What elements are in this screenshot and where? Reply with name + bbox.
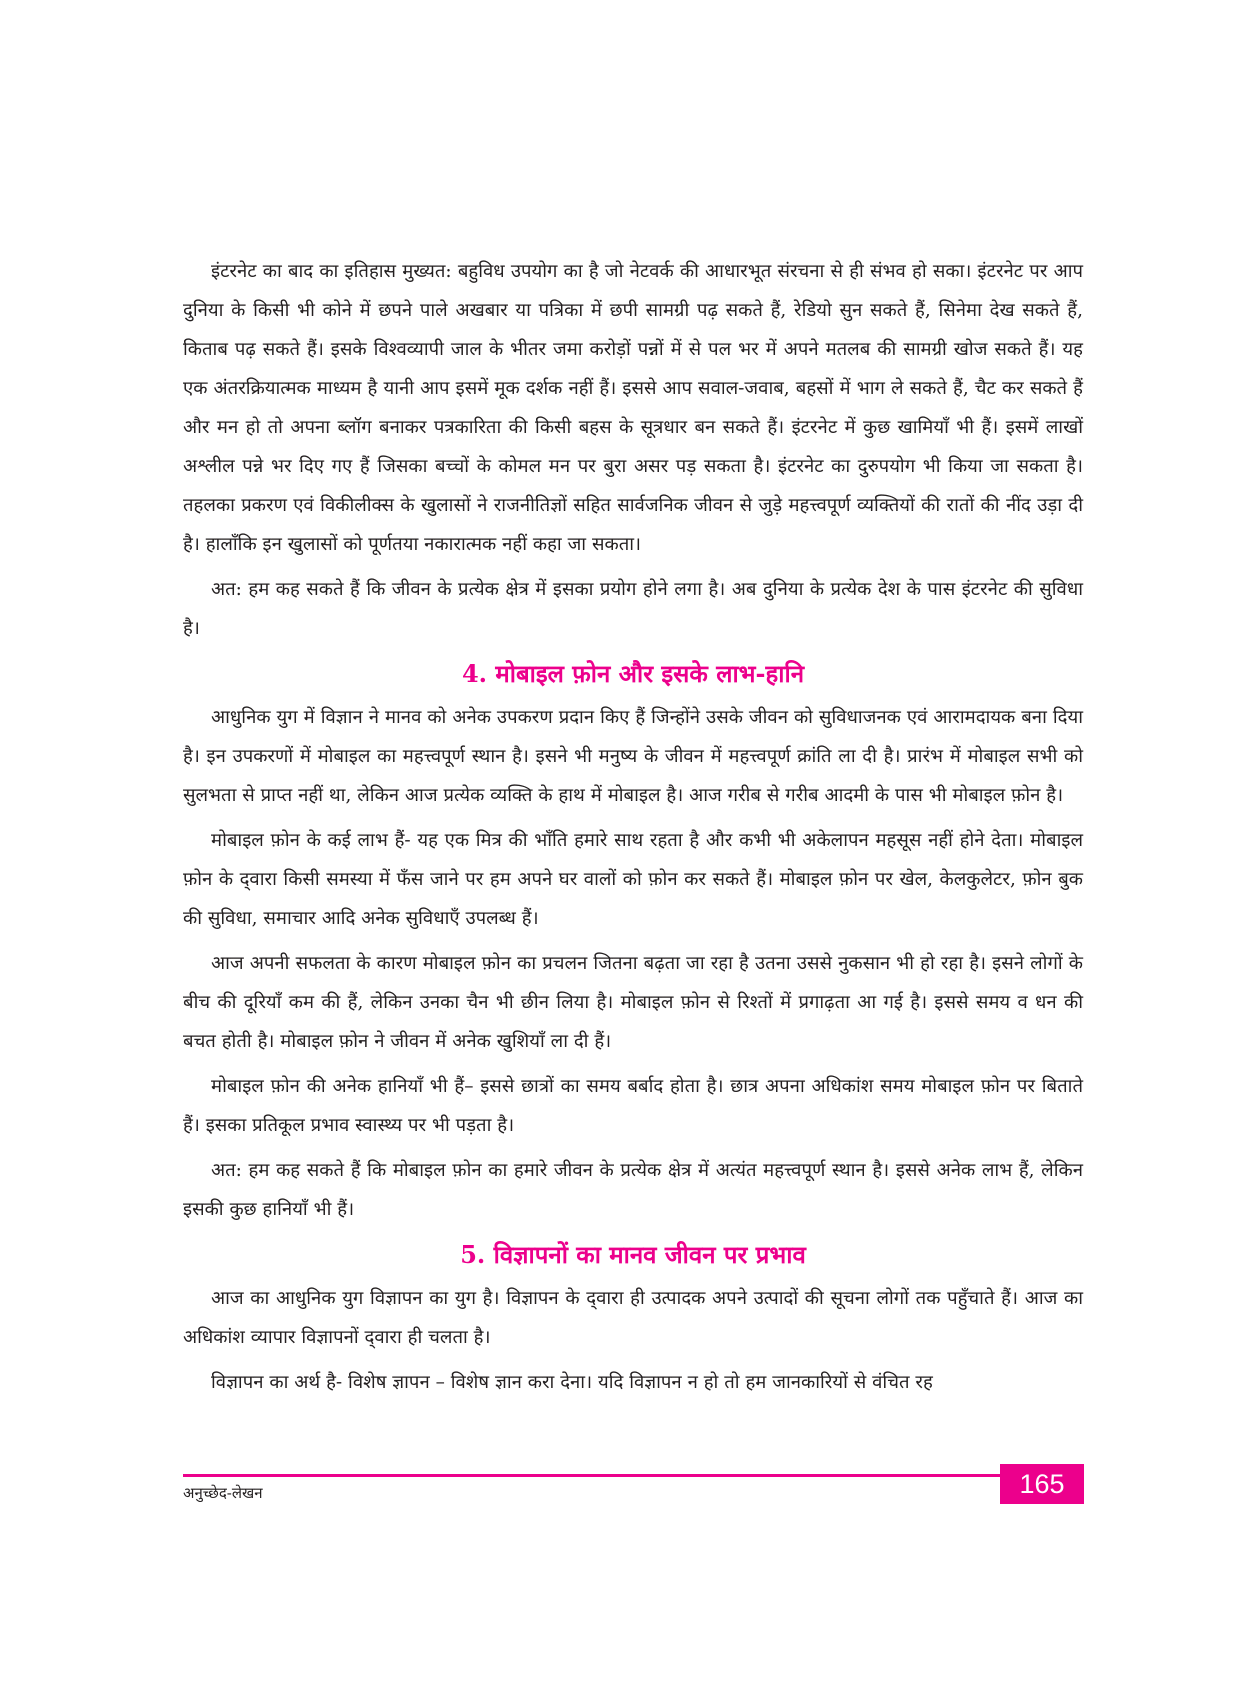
footer-chapter-label: अनुच्छेद-लेखन xyxy=(183,1484,263,1502)
paragraph-ads-meaning: विज्ञापन का अर्थ है- विशेष ज्ञापन – विशेष ज्ञान करा देना। यदि विज्ञापन न हो तो हम जानकारियों से वंचित रह xyxy=(211,1372,933,1393)
paragraph-internet-conclusion: अत: हम कह सकते हैं कि जीवन के प्रत्येक क्षेत्र में इसका प्रयोग होने लगा है। अब दुनिया के प्रत्येक देश के पास इंटरनेट की सुविधा है। xyxy=(183,579,1083,639)
paragraph-ads-intro: आज का आधुनिक युग विज्ञापन का युग है। विज्ञापन के द्‌वारा ही उत्पादक अपने उत्पादों की सूचना लोगों तक पहुँचाते हैं। आज का अधिकांश व्यापार विज्ञापनों द्‌वारा ही चलता है। xyxy=(183,1288,1083,1348)
paragraph-mobile-popularity: आज अपनी सफलता के कारण मोबाइल फ़ोन का प्रचलन जितना बढ़ता जा रहा है उतना उससे नुकसान भी हो रहा है। इसने लोगों के बीच की दूरियाँ कम की हैं, लेकिन उनका चैन भी छीन लिया है। मोबाइल फ़ोन से रिश्तों में प्रगाढ़ता आ गई है। इससे समय व धन की बचत होती है। मोबाइल फ़ोन ने जीवन में अनेक खुशियाँ ला दी हैं। xyxy=(183,953,1083,1052)
paragraph-mobile-harms: मोबाइल फ़ोन की अनेक हानियाँ भी हैं– इससे छात्रों का समय बर्बाद होता है। छात्र अपना अधिकांश समय मोबाइल फ़ोन पर बिताते हैं। इसका प्रतिकूल प्रभाव स्वास्थ्य पर भी पड़ता है। xyxy=(183,1076,1083,1136)
paragraph-mobile-benefits: मोबाइल फ़ोन के कई लाभ हैं- यह एक मित्र की भाँति हमारे साथ रहता है और कभी भी अकेलापन महसूस नहीं होने देता। मोबाइल फ़ोन के द्‌वारा किसी समस्या में फँस जाने पर हम अपने घर वालों को फ़ोन कर सकते हैं। मोबाइल फ़ोन पर खेल, केलकुलेटर, फ़ोन बुक की सुविधा, समाचार आदि अनेक सुविधाएँ उपलब्ध हैं। xyxy=(183,830,1083,929)
section-heading-advertisements: 5. विज्ञापनों का मानव जीवन पर प्रभाव xyxy=(460,1240,806,1269)
paragraph-mobile-intro: आधुनिक युग में विज्ञान ने मानव को अनेक उपकरण प्रदान किए हैं जिन्होंने उसके जीवन को सुविधाजनक एवं आरामदायक बना दिया है। इन उपकरणों में मोबाइल का महत्त्वपूर्ण स्थान है। इसने भी मनुष्य के जीवन में महत्त्वपूर्ण क्रांति ला दी है। प्रारंभ में मोबाइल सभी को सुलभता से प्राप्त नहीं था, लेकिन आज प्रत्येक व्यक्ति के हाथ में मोबाइल है। आज गरीब से गरीब आदमी के पास भी मोबाइल फ़ोन है। xyxy=(183,707,1083,806)
paragraph-internet-history: इंटरनेट का बाद का इतिहास मुख्यत: बहुविध उपयोग का है जो नेटवर्क की आधारभूत संरचना से ही संभव हो सका। इंटरनेट पर आप दुनिया के किसी भी कोने में छपने पाले अखबार या पत्रिका में छपी सामग्री पढ़ सकते हैं, रेडियो सुन सकते हैं, सिनेमा देख सकते हैं, किताब पढ़ सकते हैं। इसके विश्वव्यापी जाल के भीतर जमा करोड़ों पन्नों में से पल भर में अपने मतलब की सामग्री खोज सकते हैं। यह एक अंतरक्रियात्मक माध्यम है यानी आप इसमें मूक दर्शक नहीं हैं। इससे आप सवाल-जवाब, बहसों में भाग ले सकते हैं, चैट कर सकते हैं और मन हो तो अपना ब्लॉग बनाकर पत्रकारिता की किसी बहस के सूत्रधार बन सकते हैं। इंटरनेट में कुछ खामियाँ भी हैं। इसमें लाखों अश्लील पन्ने भर दिए गए हैं जिसका बच्चों के कोमल मन पर बुरा असर पड़ सकता है। इंटरनेट का दुरुपयोग भी किया जा सकता है। तहलका प्रकरण एवं विकीलीक्स के खुलासों ने राजनीतिज्ञों सहित सार्वजनिक जीवन से जुड़े महत्त्वपूर्ण व्यक्तियों की रातों की नींद उड़ा दी है। हालाँकि इन खुलासों को पूर्णतया नकारात्मक नहीं कहा जा सकता। xyxy=(183,261,1083,555)
section-heading-mobile-phone: 4. मोबाइल फ़ोन और इसके लाभ-हानि xyxy=(461,659,805,688)
page-number-badge: 165 xyxy=(1000,1464,1084,1504)
page-content xyxy=(183,252,1083,1408)
paragraph-mobile-conclusion: अत: हम कह सकते हैं कि मोबाइल फ़ोन का हमारे जीवन के प्रत्येक क्षेत्र में अत्यंत महत्त्वपूर्ण स्थान है। इससे अनेक लाभ हैं, लेकिन इसकी कुछ हानियाँ भी हैं। xyxy=(183,1160,1083,1220)
footer-divider xyxy=(183,1474,1083,1477)
